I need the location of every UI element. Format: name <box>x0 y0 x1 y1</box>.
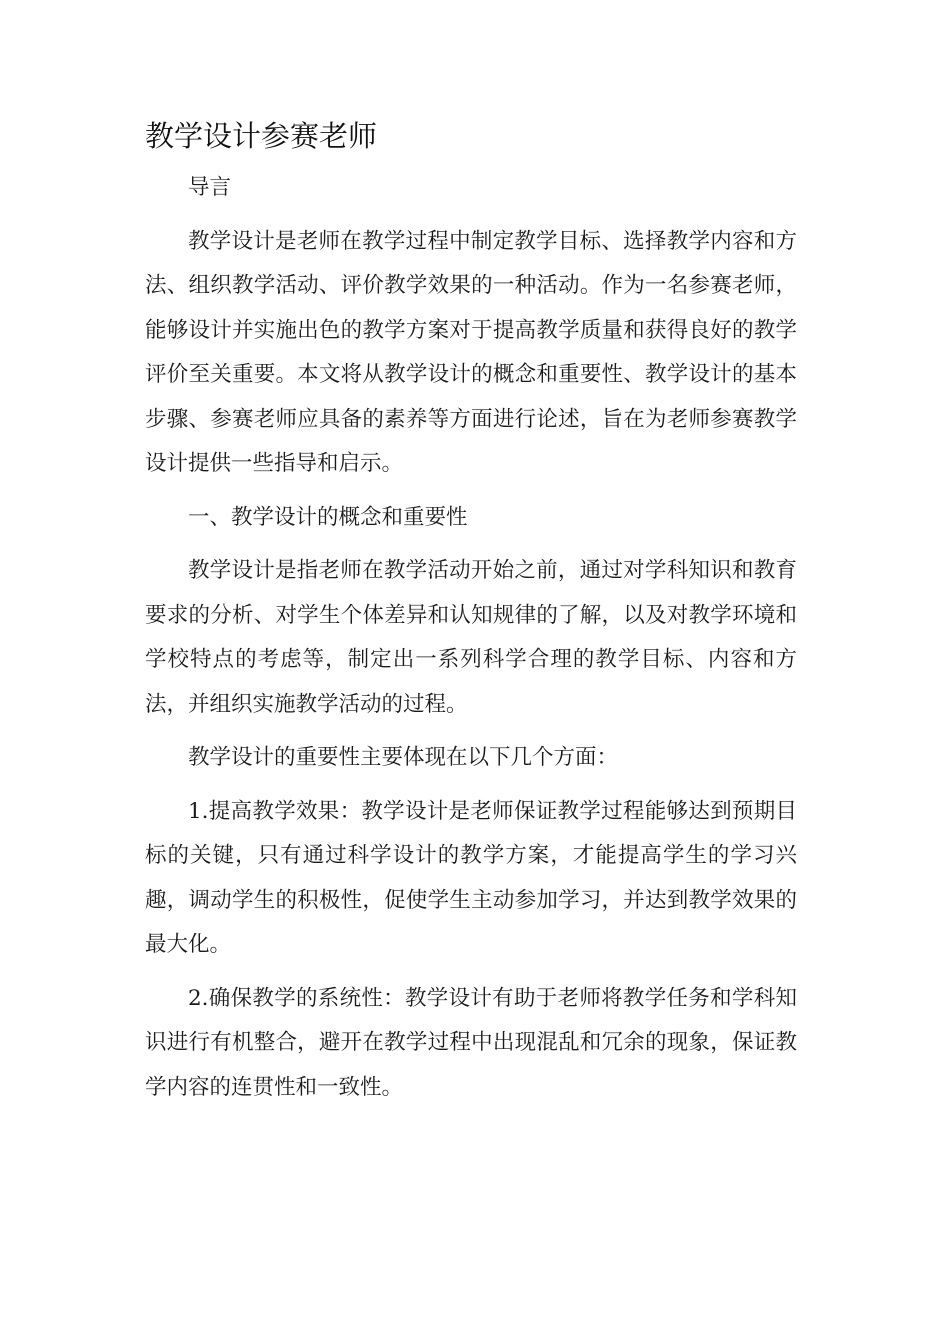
document-title: 教学设计参赛老师 <box>145 119 378 153</box>
paragraph-concept-definition: 教学设计是指老师在教学活动开始之前，通过对学科知识和教育要求的分析、对学生个体差异和认知规律的了解，以及对教学环境和学校特点的考虑等，制定出一系列科学合理的教学目标、内容和方法，并组织实施教学活动的过程。 <box>145 558 797 717</box>
document-body <box>145 112 797 1119</box>
list-item-importance-2: 2.确保教学的系统性：教学设计有助于老师将教学任务和学科知识进行有机整合，避开在教学过程中出现混乱和冗余的现象，保证教学内容的连贯性和一致性。 <box>145 985 797 1100</box>
section-heading-concept: 一、教学设计的概念和重要性 <box>188 504 468 530</box>
list-item-importance-1: 1.提高教学效果：教学设计是老师保证教学过程能够达到预期目标的关键，只有通过科学设计的教学方案，才能提高学生的学习兴趣，调动学生的积极性，促使学生主动参加学习，并达到教学效果的最大化。 <box>145 798 797 957</box>
paragraph-importance-intro: 教学设计的重要性主要体现在以下几个方面： <box>188 745 619 770</box>
section-heading-introduction: 导言 <box>188 175 232 200</box>
paragraph-introduction: 教学设计是老师在教学过程中制定教学目标、选择教学内容和方法、组织教学活动、评价教学效果的一种活动。作为一名参赛老师，能够设计并实施出色的教学方案对于提高教学质量和获得良好的教学评价至关重要。本文将从教学设计的概念和重要性、教学设计的基本步骤、参赛老师应具备的素养等方面进行论述，旨在为老师参赛教学设计提供一些指导和启示。 <box>145 228 797 476</box>
